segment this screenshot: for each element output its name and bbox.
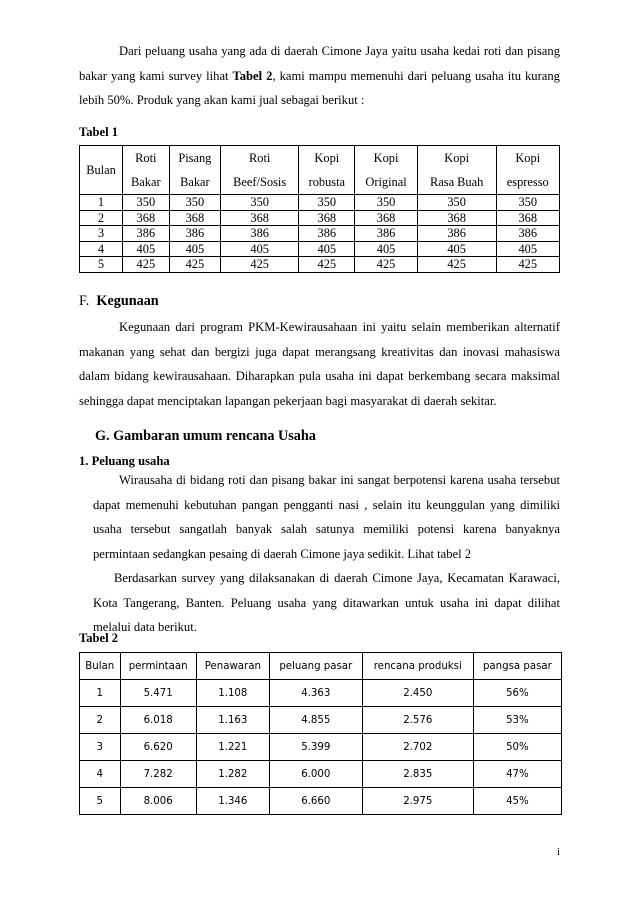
tabel1-label: Tabel 1 — [79, 125, 119, 139]
table-cell: 1 — [80, 680, 121, 707]
table-cell: 405 — [123, 241, 170, 257]
table-cell: 368 — [221, 210, 299, 226]
tabel1-header-line: Kopi — [314, 151, 340, 165]
table-cell: 2.702 — [362, 734, 473, 761]
table-cell: 45% — [473, 788, 561, 815]
table-cell: 4 — [80, 241, 123, 257]
table-cell: 386 — [417, 226, 496, 242]
intro-text-after: , kami mampu memenuhi dari peluang usaha itu kurang lebih 50%. Produk yang akan kami jual sebagai berikut : — [79, 68, 560, 107]
table-cell: 7.282 — [120, 761, 196, 788]
table-cell: 1.163 — [196, 707, 269, 734]
table-cell: 368 — [169, 210, 220, 226]
table-cell: 425 — [496, 257, 559, 273]
table-cell: 425 — [169, 257, 220, 273]
tabel1-header-row — [80, 146, 560, 195]
table-cell: 1.108 — [196, 680, 269, 707]
table-cell: 4 — [80, 761, 121, 788]
tabel2-header-row — [80, 653, 562, 680]
section-f-heading — [79, 293, 159, 310]
tabel1-header-bulan: Bulan — [80, 146, 123, 195]
table-cell: 405 — [169, 241, 220, 257]
table-row — [80, 788, 562, 815]
table-cell: 1 — [80, 195, 123, 211]
table-cell: 425 — [417, 257, 496, 273]
tabel2-header-cell: pangsa pasar — [473, 653, 561, 680]
tabel1-header-line: Kopi — [515, 151, 541, 165]
table-row — [80, 241, 560, 257]
table-cell: 5.399 — [269, 734, 362, 761]
tabel1 — [79, 145, 560, 273]
table-cell: 47% — [473, 761, 561, 788]
table-cell: 425 — [221, 257, 299, 273]
tabel1-header-cell — [355, 146, 417, 195]
tabel1-header-cell — [221, 146, 299, 195]
table-cell: 53% — [473, 707, 561, 734]
table-cell: 8.006 — [120, 788, 196, 815]
tabel2 — [79, 652, 562, 815]
section-f-title: Kegunaan — [96, 293, 159, 309]
table-cell: 405 — [417, 241, 496, 257]
table-cell: 350 — [299, 195, 355, 211]
tabel1-header-line: Kopi — [444, 151, 470, 165]
section-g-paragraph-2: Berdasarkan survey yang dilaksanakan di daerah Cimone Jaya, Kecamatan Karawaci, Kota Tangerang, Banten. Peluang usaha yang ditawarkan untuk usaha ini dapat dilihat melalui data berikut. — [93, 571, 560, 634]
table-row — [80, 195, 560, 211]
table-cell: 3 — [80, 734, 121, 761]
table-cell: 386 — [299, 226, 355, 242]
table-cell: 2.576 — [362, 707, 473, 734]
tabel1-header-line: robusta — [308, 175, 346, 189]
tabel1-header-line: Bakar — [180, 175, 210, 189]
table-cell: 405 — [299, 241, 355, 257]
section-g-heading: G. Gambaran umum rencana Usaha — [95, 428, 316, 444]
table-cell: 2.450 — [362, 680, 473, 707]
tabel2-header-cell: Penawaran — [196, 653, 269, 680]
table-cell: 350 — [496, 195, 559, 211]
table-cell: 350 — [355, 195, 417, 211]
table-cell: 4.363 — [269, 680, 362, 707]
tabel1-header-line: Roti — [249, 151, 271, 165]
subsection-peluang-usaha: 1. Peluang usaha — [79, 454, 170, 468]
table-cell: 425 — [355, 257, 417, 273]
table-cell: 386 — [496, 226, 559, 242]
tabel1-header-cell — [169, 146, 220, 195]
table-cell: 386 — [123, 226, 170, 242]
tabel1-header-line: Bakar — [131, 175, 161, 189]
tabel1-header-line: Kopi — [373, 151, 399, 165]
intro-text-bold: Tabel 2 — [232, 68, 273, 83]
table-cell: 6.018 — [120, 707, 196, 734]
tabel1-header-cell — [496, 146, 559, 195]
tabel1-header-line: espresso — [506, 175, 549, 189]
table-cell: 405 — [355, 241, 417, 257]
table-row — [80, 761, 562, 788]
tabel1-header-cell — [123, 146, 170, 195]
tabel1-header-line: Original — [365, 175, 407, 189]
table-cell: 6.000 — [269, 761, 362, 788]
section-f-paragraph: Kegunaan dari program PKM-Kewirausahaan ini yaitu selain memberikan alternatif makanan yang sehat dan bergizi juga dapat merangsang kreativitas dan inovasi mahasiswa dalam bidang kewirausahaan. Diharapkan pula usaha ini dapat berkembang secara maksimal sehingga dapat menciptakan lapangan pekerjaan bagi masyarakat di daerah sekitar. — [79, 320, 560, 408]
table-cell: 2 — [80, 707, 121, 734]
table-cell: 3 — [80, 226, 123, 242]
tabel1-header-line: Rasa Buah — [429, 175, 484, 189]
tabel2-label: Tabel 2 — [79, 631, 119, 645]
tabel1-body — [80, 195, 560, 273]
table-row — [80, 226, 560, 242]
table-cell: 2.835 — [362, 761, 473, 788]
intro-paragraph — [79, 39, 560, 113]
table-cell: 368 — [496, 210, 559, 226]
table-cell: 6.620 — [120, 734, 196, 761]
table-cell: 368 — [355, 210, 417, 226]
table-cell: 405 — [496, 241, 559, 257]
table-cell: 50% — [473, 734, 561, 761]
table-cell: 405 — [221, 241, 299, 257]
page-number: i — [557, 846, 561, 858]
table-cell: 56% — [473, 680, 561, 707]
tabel1-header-cell — [417, 146, 496, 195]
table-cell: 5 — [80, 257, 123, 273]
table-cell: 425 — [299, 257, 355, 273]
table-cell: 368 — [417, 210, 496, 226]
table-row — [80, 210, 560, 226]
tabel1-header-line: Beef/Sosis — [233, 175, 287, 189]
table-cell: 5 — [80, 788, 121, 815]
intro-text-before: Dari peluang usaha yang ada di daerah Cimone Jaya yaitu usaha kedai roti dan pisang bakar yang kami survey lihat — [79, 44, 560, 83]
table-cell: 350 — [417, 195, 496, 211]
table-cell: 386 — [355, 226, 417, 242]
table-cell: 2 — [80, 210, 123, 226]
tabel1-header-line: Pisang — [178, 151, 212, 165]
table-cell: 386 — [169, 226, 220, 242]
table-cell: 1.346 — [196, 788, 269, 815]
table-cell: 350 — [221, 195, 299, 211]
table-row — [80, 257, 560, 273]
table-cell: 368 — [123, 210, 170, 226]
tabel1-header-line: Roti — [135, 151, 157, 165]
tabel2-header-cell: Bulan — [80, 653, 121, 680]
section-g-paragraph-1: Wirausaha di bidang roti dan pisang bakar ini sangat berpotensi karena usaha tersebut dapat memenuhi kebutuhan pangan pengganti nasi , selain itu keunggulan yang dimiliki usaha tersebut sangatlah banyak salah satunya memiliki potensi karena banyaknya permintaan sedangkan pesaing di daerah Cimone jaya sedikit. Lihat tabel 2 — [93, 473, 560, 561]
table-cell: 386 — [221, 226, 299, 242]
tabel1-header-cell — [299, 146, 355, 195]
table-cell: 5.471 — [120, 680, 196, 707]
table-row — [80, 734, 562, 761]
tabel2-header-cell: peluang pasar — [269, 653, 362, 680]
table-cell: 350 — [169, 195, 220, 211]
tabel2-header-cell: permintaan — [120, 653, 196, 680]
tabel2-body — [80, 680, 562, 815]
tabel2-header-cell: rencana produksi — [362, 653, 473, 680]
table-cell: 6.660 — [269, 788, 362, 815]
section-f-number: F. — [79, 293, 90, 309]
table-cell: 1.221 — [196, 734, 269, 761]
table-cell: 1.282 — [196, 761, 269, 788]
table-cell: 425 — [123, 257, 170, 273]
table-cell: 4.855 — [269, 707, 362, 734]
table-cell: 350 — [123, 195, 170, 211]
table-cell: 2.975 — [362, 788, 473, 815]
table-row — [80, 680, 562, 707]
table-cell: 368 — [299, 210, 355, 226]
table-row — [80, 707, 562, 734]
